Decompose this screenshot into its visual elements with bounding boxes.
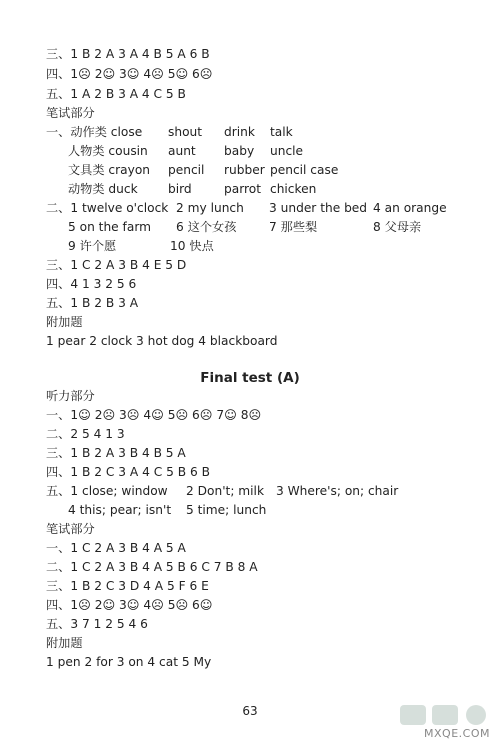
grid-cell: parrot bbox=[224, 182, 261, 196]
text-line: 五、1 A 2 B 3 A 4 C 5 B bbox=[46, 87, 186, 101]
text-line: 五、3 7 1 2 5 4 6 bbox=[46, 617, 148, 631]
grid-cell: shout bbox=[168, 125, 203, 139]
grid-cell: 文具类 crayon bbox=[68, 163, 151, 177]
grid-cell: 3 Where's; on; chair bbox=[276, 484, 399, 498]
text-line: 二、1 C 2 A 3 B 4 A 5 B 6 C 7 B 8 A bbox=[46, 560, 258, 574]
grid-cell: 人物类 cousin bbox=[68, 144, 148, 158]
grid-cell: chicken bbox=[270, 182, 317, 196]
text-line: 一、1 C 2 A 3 B 4 A 5 A bbox=[46, 541, 186, 555]
grid-cell: 6 这个女孩 bbox=[176, 220, 237, 234]
grid-cell: 二、1 twelve o'clock bbox=[46, 201, 169, 215]
section-heading: 听力部分 bbox=[46, 389, 95, 403]
grid-cell: 7 那些梨 bbox=[269, 220, 318, 234]
watermark-text: MXQE.COM bbox=[424, 727, 490, 740]
text-line: 三、1 B 2 A 3 B 4 B 5 A bbox=[46, 446, 186, 460]
grid-cell: drink bbox=[224, 125, 255, 139]
grid-cell: 2 my lunch bbox=[176, 201, 244, 215]
grid-cell: 五、1 close; window bbox=[46, 484, 168, 498]
grid-cell: bird bbox=[168, 182, 192, 196]
grid-cell: 3 under the bed bbox=[269, 201, 368, 215]
grid-cell: baby bbox=[224, 144, 255, 158]
grid-cell: 4 this; pear; isn't bbox=[68, 503, 172, 517]
text-line: 四、4 1 3 2 5 6 bbox=[46, 277, 137, 291]
text-line: 二、2 5 4 1 3 bbox=[46, 427, 125, 441]
grid-cell: pencil case bbox=[270, 163, 339, 177]
page-number: 63 bbox=[242, 704, 258, 718]
text-line: 四、1 B 2 C 3 A 4 C 5 B 6 B bbox=[46, 465, 210, 479]
section-heading: 附加题 bbox=[46, 636, 83, 650]
text-line: 四、1☹ 2☺ 3☺ 4☹ 5☹ 6☺ bbox=[46, 598, 213, 612]
grid-cell: 4 an orange bbox=[373, 201, 447, 215]
grid-cell: 2 Don't; milk bbox=[186, 484, 265, 498]
grid-cell: 5 on the farm bbox=[68, 220, 151, 234]
text-line: 三、1 B 2 C 3 D 4 A 5 F 6 E bbox=[46, 579, 209, 593]
section-title: Final test (A) bbox=[200, 370, 300, 386]
grid-cell: aunt bbox=[168, 144, 196, 158]
section-heading: 笔试部分 bbox=[46, 106, 95, 120]
grid-cell: 8 父母亲 bbox=[373, 220, 422, 234]
text-line: 一、1☺ 2☹ 3☹ 4☺ 5☹ 6☹ 7☺ 8☹ bbox=[46, 408, 262, 422]
section-heading: 笔试部分 bbox=[46, 522, 95, 536]
text-line: 四、1☹ 2☺ 3☺ 4☹ 5☺ 6☹ bbox=[46, 67, 213, 81]
grid-cell: uncle bbox=[270, 144, 304, 158]
grid-cell: 一、动作类 close bbox=[46, 125, 143, 139]
grid-cell: 动物类 duck bbox=[68, 182, 138, 196]
text-line: 五、1 B 2 B 3 A bbox=[46, 296, 139, 310]
text-line: 1 pear 2 clock 3 hot dog 4 blackboard bbox=[46, 334, 278, 348]
grid-cell: rubber bbox=[224, 163, 265, 177]
section-heading: 附加题 bbox=[46, 315, 83, 329]
text-line: 三、1 C 2 A 3 B 4 E 5 D bbox=[46, 258, 187, 272]
grid-cell: pencil bbox=[168, 163, 205, 177]
text-line: 三、1 B 2 A 3 A 4 B 5 A 6 B bbox=[46, 47, 210, 61]
text-line: 1 pen 2 for 3 on 4 cat 5 My bbox=[46, 655, 212, 669]
grid-cell: 9 许个愿 bbox=[68, 239, 117, 253]
grid-cell: 10 快点 bbox=[170, 239, 214, 253]
grid-cell: 5 time; lunch bbox=[186, 503, 267, 517]
grid-cell: talk bbox=[270, 125, 293, 139]
